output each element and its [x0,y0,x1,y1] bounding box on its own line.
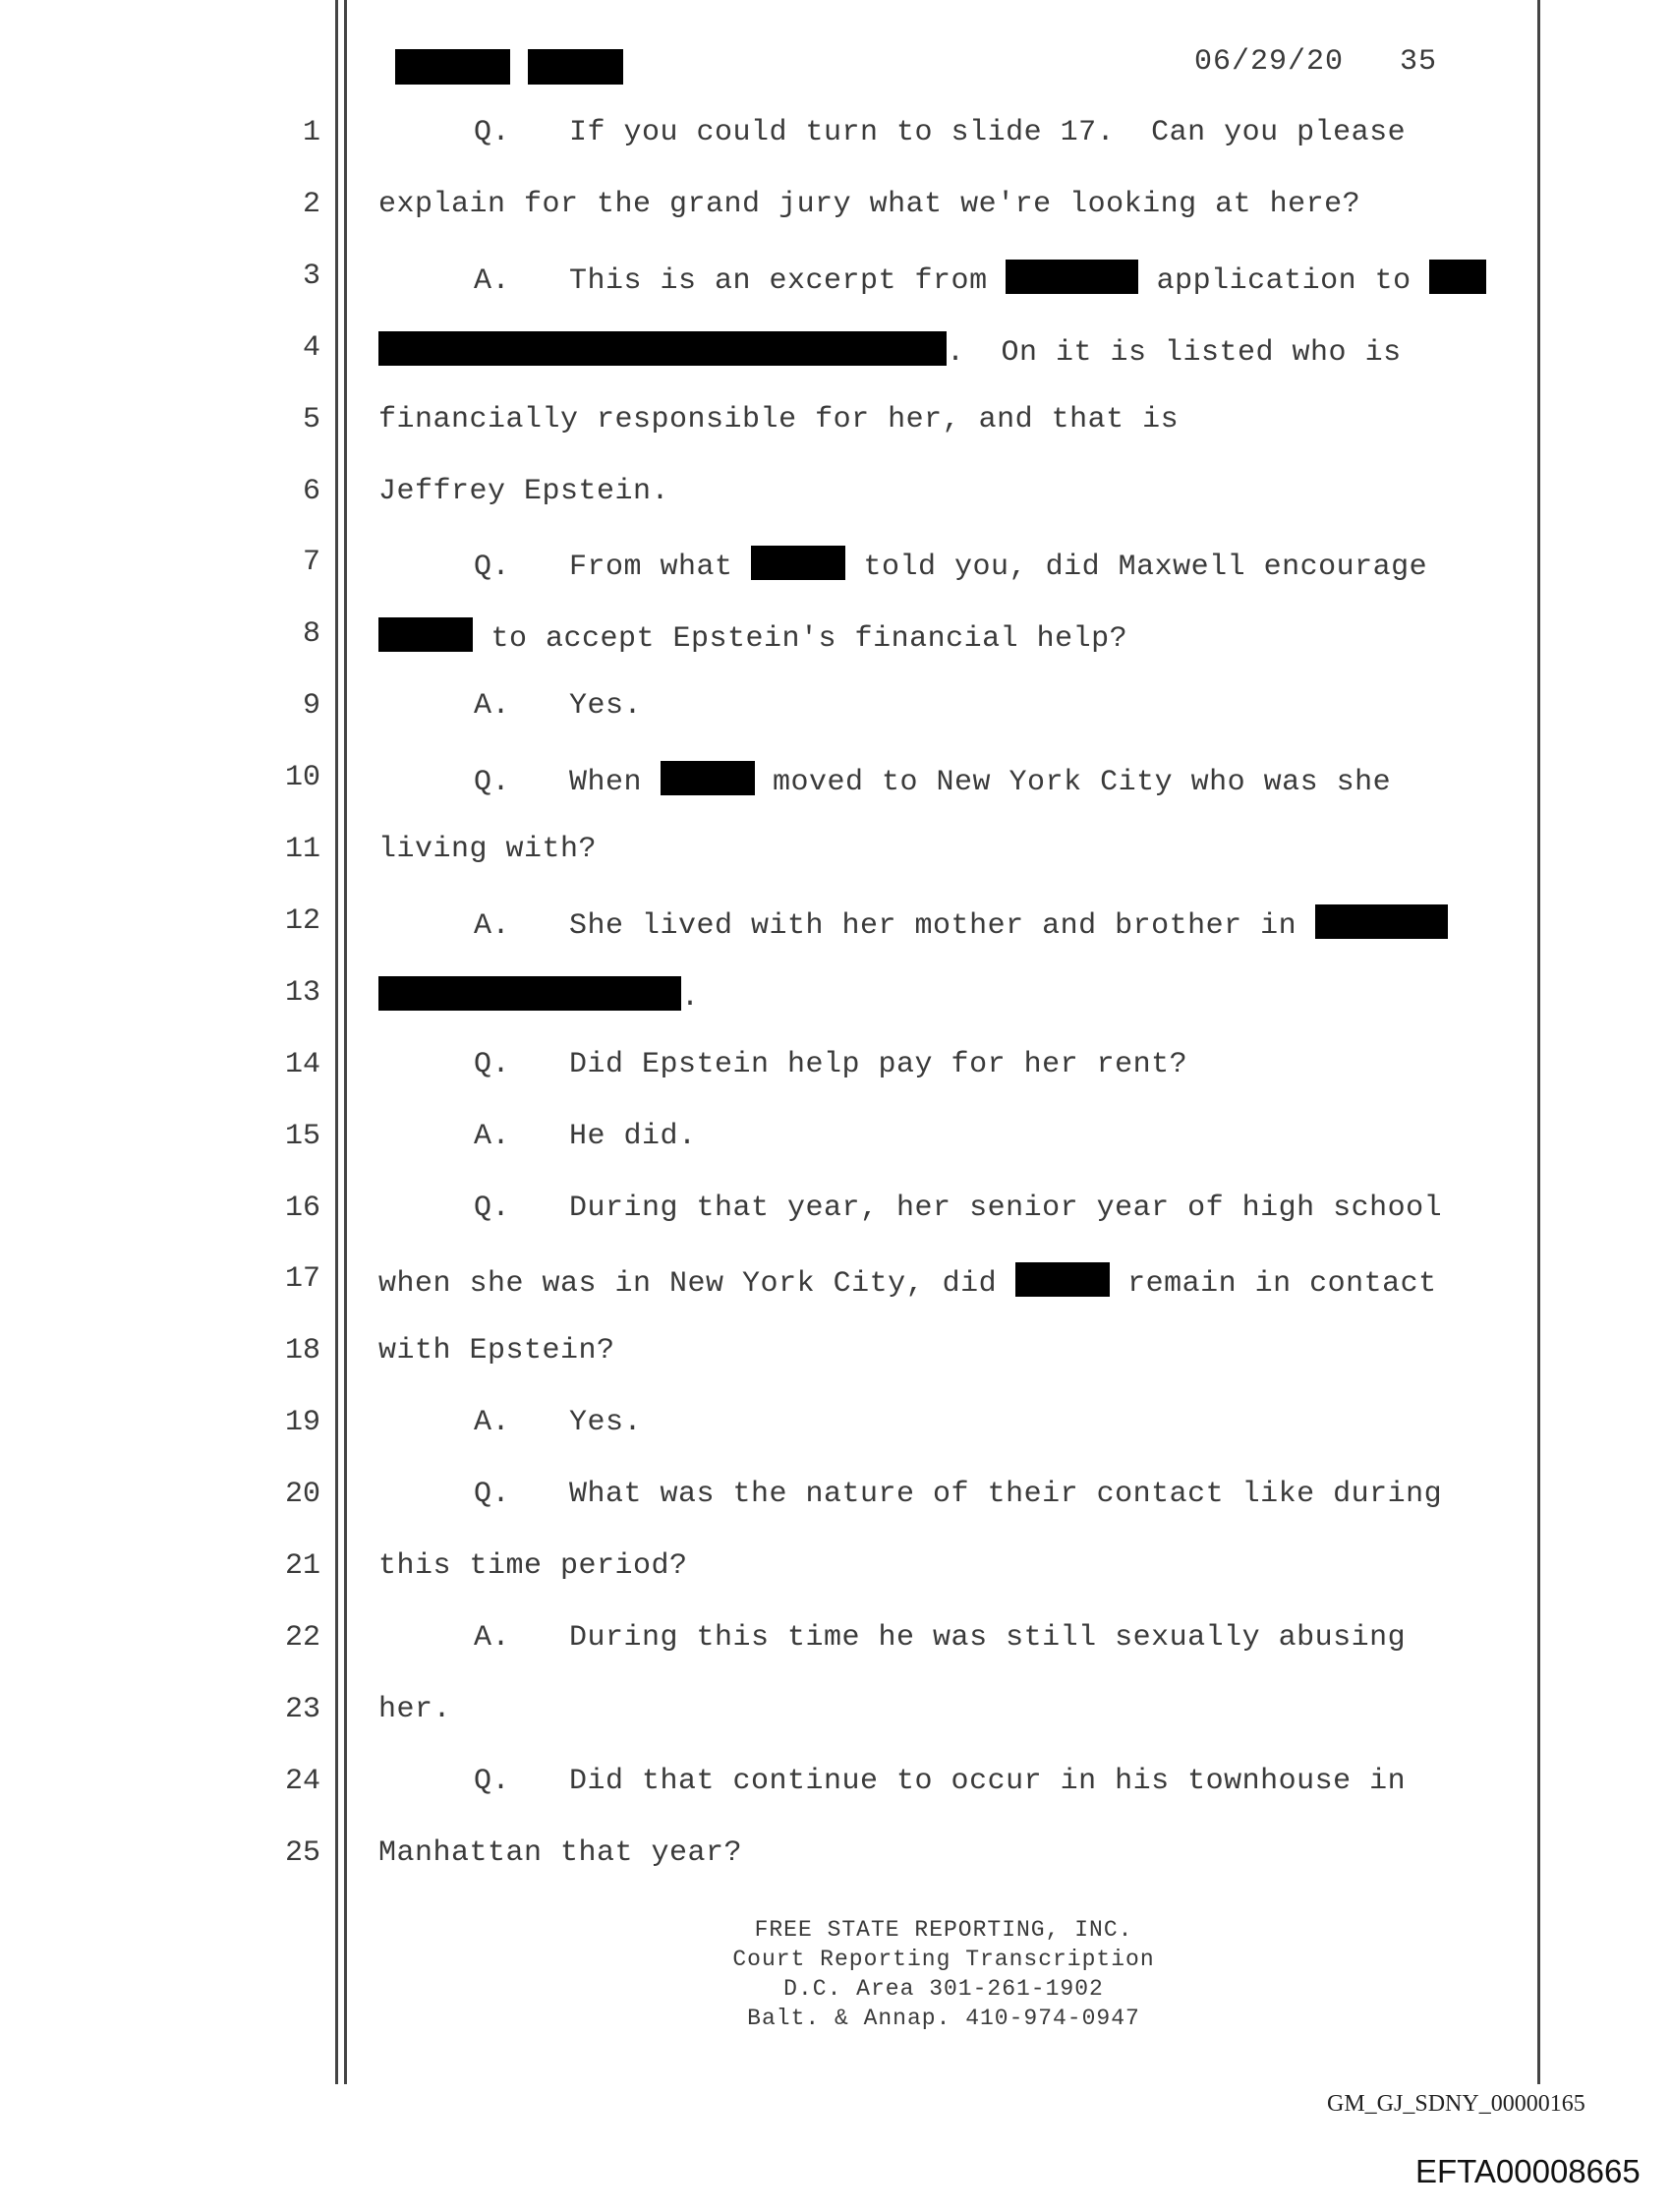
line-text-segment: remain in contact [1109,1267,1437,1302]
line-number: 12 [284,903,320,938]
line-text-segment: to accept Epstein's financial help? [473,622,1128,657]
line-text-segment: If you could turn to slide 17. Can you please [569,116,1407,149]
speaker-label: A. [474,1406,511,1440]
transcript-line [378,260,1486,298]
line-number: 9 [302,689,320,724]
transcript-line [378,976,700,1015]
line-number: 21 [284,1549,320,1583]
line-number: 5 [302,402,320,437]
transcript-line [378,1836,742,1870]
efta-number: EFTA00008665 [1415,2153,1641,2189]
transcript-line [378,761,1391,799]
line-number: 13 [284,975,320,1010]
speaker-label: Q. [474,1478,511,1512]
redaction-box [1006,260,1138,294]
redaction-box [1429,260,1486,294]
line-number: 15 [284,1119,320,1153]
left-margin-line-outer [335,0,338,2084]
transcript-line [378,188,1360,221]
line-text-segment: Did Epstein help pay for her rent? [569,1047,1188,1081]
line-text-segment: This is an excerpt from [569,263,1007,298]
transcript-line [378,1120,697,1153]
line-text-segment: . [681,980,700,1015]
line-number: 3 [302,259,320,293]
line-text-segment: her. [378,1692,452,1726]
line-number: 16 [284,1191,320,1225]
speaker-label: Q. [474,1764,511,1798]
redaction-box [378,617,473,652]
line-text-segment: living with? [378,833,598,866]
line-number: 20 [284,1478,320,1512]
line-number: 18 [284,1334,320,1368]
speaker-label: A. [474,689,511,724]
transcript-line [378,1334,615,1368]
redaction-box [378,976,681,1011]
line-text-segment: when she was in New York City, did [378,1267,1015,1302]
line-text-segment: told you, did Maxwell encourage [845,551,1428,585]
speaker-label: Q. [474,551,511,585]
transcript-line [378,546,1427,584]
line-text-segment: . On it is listed who is [947,335,1402,370]
transcript-line [378,1693,451,1726]
speaker-label: A. [474,1119,511,1153]
header-redaction-2 [528,49,623,85]
line-number: 22 [284,1620,320,1655]
line-number: 10 [284,761,320,795]
transcript-line [378,331,1402,370]
footer-services: Court Reporting Transcription [732,1947,1155,1972]
footer-company: FREE STATE REPORTING, INC. [754,1917,1133,1943]
speaker-label: Q. [474,1191,511,1225]
footer-balt-phone: Balt. & Annap. 410-974-0947 [747,2006,1140,2031]
transcript-line [378,1192,1442,1225]
bates-number: GM_GJ_SDNY_00000165 [1327,2091,1585,2117]
line-text-segment: application to [1138,263,1430,298]
line-text-segment: with Epstein? [378,1334,615,1368]
line-text-segment: this time period? [378,1549,688,1583]
line-number: 4 [302,330,320,365]
line-text-segment: Jeffrey Epstein. [378,474,670,508]
footer-dc-phone: D.C. Area 301-261-1902 [783,1976,1104,2002]
speaker-label: Q. [474,1047,511,1081]
transcript-line [378,403,1179,437]
line-text-segment: Yes. [569,1406,643,1440]
line-number: 7 [302,546,320,580]
speaker-label: A. [474,908,511,943]
header-date-page [1194,45,1437,79]
transcript-line [378,1621,1406,1655]
transcript-line [378,617,1127,656]
header-redaction-1 [395,49,510,85]
transcript-line [378,1048,1187,1081]
line-number: 14 [284,1047,320,1081]
line-number: 24 [284,1764,320,1798]
redaction-box [1315,904,1448,939]
line-text-segment: financially responsible for her, and that is [378,402,1180,437]
transcript-line [378,833,597,866]
speaker-label: Q. [474,116,511,149]
transcript-line [378,1406,642,1439]
redaction-box [661,761,755,795]
transcript-line [378,1262,1437,1301]
left-margin-line-inner [344,0,347,2084]
transcript-line [378,116,1406,149]
line-number: 19 [284,1406,320,1440]
speaker-label: A. [474,1620,511,1655]
line-text-segment: When [569,766,661,800]
line-text-segment: moved to New York City who was she [754,766,1392,800]
line-text-segment: What was the nature of their contact like during [569,1478,1443,1512]
transcript-line [378,904,1448,943]
footer [0,1917,1671,2035]
line-text-segment: During that year, her senior year of high school [569,1191,1443,1225]
line-text-segment: explain for the grand jury what we're looking at here? [378,187,1361,221]
line-number: 11 [284,833,320,866]
transcript-line [378,1549,688,1583]
right-margin-line [1537,0,1540,2084]
line-text-segment: Did that continue to occur in his townhouse in [569,1764,1407,1798]
line-text-segment: During this time he was still sexually abusing [569,1620,1407,1655]
line-number: 6 [302,474,320,508]
line-text-segment: Yes. [569,689,643,724]
speaker-label: A. [474,263,511,298]
line-number: 2 [302,187,320,221]
transcript-line [378,1478,1442,1511]
redaction-box [751,546,845,580]
transcript-line [378,689,642,723]
redaction-box [1015,1262,1110,1297]
speaker-label: Q. [474,766,511,800]
line-text-segment: Manhattan that year? [378,1835,743,1870]
line-text-segment: She lived with her mother and brother in [569,908,1315,943]
line-number: 1 [302,116,320,149]
header-page-number: 35 [1400,45,1438,79]
header-date: 06/29/20 [1194,45,1345,79]
transcript-line [378,475,669,508]
redaction-box [378,331,947,366]
line-text-segment: From what [569,551,752,585]
line-number: 17 [284,1262,320,1297]
line-number: 23 [284,1692,320,1726]
transcript-line [378,1765,1406,1798]
line-text-segment: He did. [569,1119,697,1153]
line-number: 8 [302,617,320,652]
line-number: 25 [284,1835,320,1870]
